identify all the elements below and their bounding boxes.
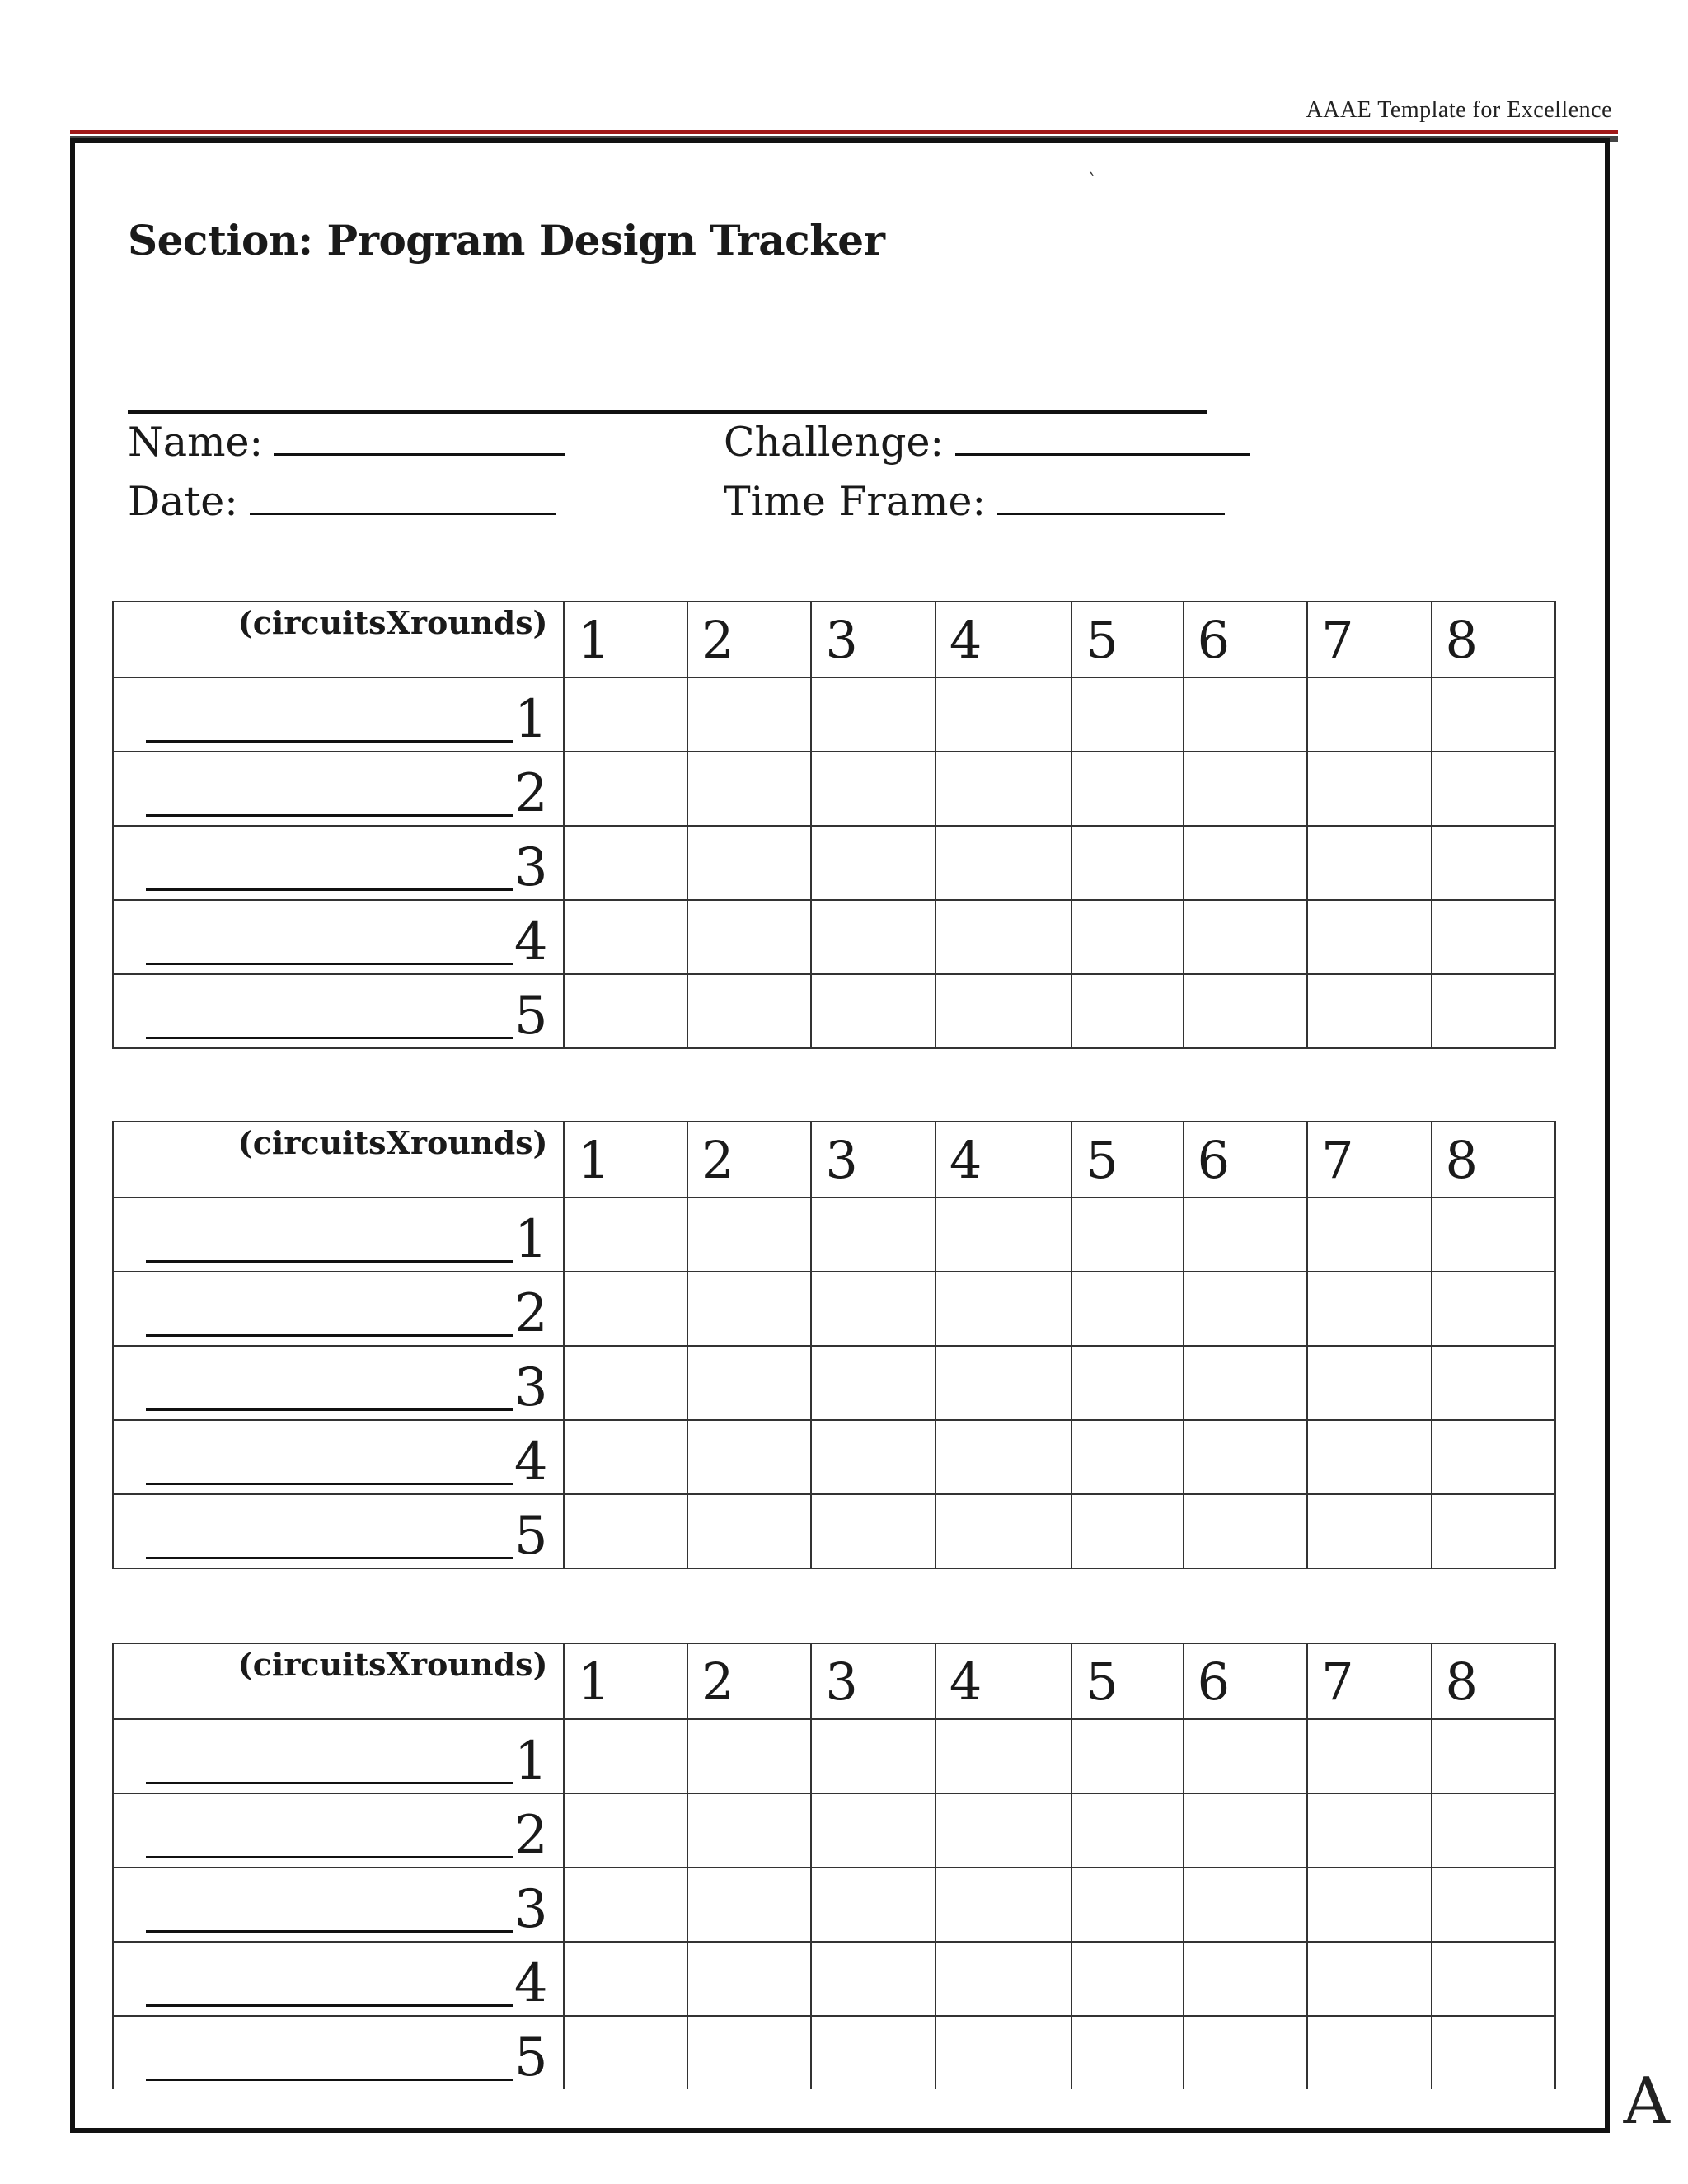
tracker-cell[interactable] <box>564 826 687 900</box>
tracker-cell[interactable] <box>1184 1272 1307 1346</box>
circuit-number: 3 <box>513 1357 548 1418</box>
tracker-cell[interactable] <box>1432 752 1556 826</box>
table-row <box>113 1346 1555 1420</box>
tracker-cell[interactable] <box>811 1346 935 1420</box>
table-header-row <box>113 1643 1555 1719</box>
tracker-cell[interactable] <box>1432 677 1556 752</box>
table-row <box>113 900 1555 974</box>
circuit-number: 3 <box>513 837 548 898</box>
exercise-blank[interactable] <box>146 1779 513 1784</box>
tracker-cell[interactable] <box>1184 1494 1307 1568</box>
table-header-row <box>113 602 1555 677</box>
tracker-cell[interactable] <box>564 1272 687 1346</box>
tracker-cell[interactable] <box>811 1942 935 2016</box>
tracker-cell[interactable] <box>811 1272 935 1346</box>
table-row <box>113 752 1555 826</box>
round-header: 3 <box>811 602 935 677</box>
tracker-cell[interactable] <box>1071 1793 1183 1868</box>
tracker-cell[interactable] <box>687 677 811 752</box>
tracker-cell[interactable] <box>1307 1420 1431 1494</box>
round-header: 4 <box>935 1643 1071 1719</box>
circuit-number: 5 <box>513 1506 548 1567</box>
tracker-cell[interactable] <box>1432 1346 1556 1420</box>
tracker-cell[interactable] <box>935 974 1071 1048</box>
tracker-cell[interactable] <box>687 826 811 900</box>
tracker-cell[interactable] <box>935 900 1071 974</box>
tracker-cell[interactable] <box>935 1494 1071 1568</box>
tracker-cell[interactable] <box>935 1719 1071 1793</box>
exercise-entry[interactable] <box>113 1868 564 1942</box>
round-header: 6 <box>1184 1643 1307 1719</box>
tracker-cell[interactable] <box>1071 1272 1183 1346</box>
tracker-cell[interactable] <box>935 2016 1071 2089</box>
round-header: 7 <box>1307 1122 1431 1197</box>
tracker-cell[interactable] <box>1184 1719 1307 1793</box>
tracker-cell[interactable] <box>1307 974 1431 1048</box>
table-row <box>113 826 1555 900</box>
name-field[interactable] <box>128 419 565 466</box>
page-title: Section: Program Design Tracker <box>128 216 885 265</box>
tracker-cell[interactable] <box>935 677 1071 752</box>
tracker-cell[interactable] <box>1432 1197 1556 1272</box>
tracker-cell[interactable] <box>1184 1197 1307 1272</box>
circuits-rounds-label: (circuitsXrounds) <box>113 602 564 677</box>
circuits-rounds-label: (circuitsXrounds) <box>113 1643 564 1719</box>
tracker-cell[interactable] <box>1307 2016 1431 2089</box>
exercise-entry[interactable] <box>113 752 564 826</box>
tracker-cell[interactable] <box>1184 1868 1307 1942</box>
round-header: 7 <box>1307 1643 1431 1719</box>
table-row <box>113 1420 1555 1494</box>
timeframe-label: Time Frame: <box>724 478 986 525</box>
tracker-cell[interactable] <box>564 1719 687 1793</box>
tracker-cell[interactable] <box>1071 752 1183 826</box>
tracker-cell[interactable] <box>1307 1272 1431 1346</box>
timeframe-field[interactable] <box>724 478 1225 525</box>
table-row <box>113 1868 1555 1942</box>
table-row <box>113 677 1555 752</box>
round-header: 4 <box>935 1122 1071 1197</box>
round-header: 5 <box>1071 602 1183 677</box>
round-header: 8 <box>1432 1122 1556 1197</box>
tracker-cell[interactable] <box>1432 1942 1556 2016</box>
tracker-cell[interactable] <box>1071 1420 1183 1494</box>
tracker-cell[interactable] <box>935 1868 1071 1942</box>
date-blank[interactable] <box>250 480 556 515</box>
round-header: 2 <box>687 602 811 677</box>
round-header: 1 <box>564 1122 687 1197</box>
exercise-blank[interactable] <box>146 885 513 891</box>
tracker-cell[interactable] <box>935 1197 1071 1272</box>
tracker-cell[interactable] <box>1432 1719 1556 1793</box>
tracker-cell[interactable] <box>811 1793 935 1868</box>
tracker-cell[interactable] <box>935 1942 1071 2016</box>
tracker-cell[interactable] <box>1432 1494 1556 1568</box>
tracker-cell[interactable] <box>687 1346 811 1420</box>
tracker-cell[interactable] <box>1184 1793 1307 1868</box>
tracker-cell[interactable] <box>811 826 935 900</box>
tracker-cell[interactable] <box>1307 1868 1431 1942</box>
name-blank[interactable] <box>274 420 565 456</box>
tracker-cell[interactable] <box>811 1868 935 1942</box>
tracker-cell[interactable] <box>1432 1420 1556 1494</box>
tracker-cell[interactable] <box>811 1197 935 1272</box>
round-header: 4 <box>935 602 1071 677</box>
tracker-cell[interactable] <box>1432 1793 1556 1868</box>
exercise-entry[interactable] <box>113 1420 564 1494</box>
exercise-entry[interactable] <box>113 1942 564 2016</box>
tracker-cell[interactable] <box>564 677 687 752</box>
circuits-rounds-label: (circuitsXrounds) <box>113 1122 564 1197</box>
round-header: 6 <box>1184 1122 1307 1197</box>
circuit-number: 2 <box>513 1805 548 1866</box>
tracker-cell[interactable] <box>1307 1719 1431 1793</box>
round-header: 2 <box>687 1122 811 1197</box>
tracker-cell[interactable] <box>1071 2016 1183 2089</box>
tracker-cell[interactable] <box>1307 1494 1431 1568</box>
round-header: 8 <box>1432 602 1556 677</box>
exercise-blank[interactable] <box>146 1331 513 1337</box>
exercise-blank[interactable] <box>146 1257 513 1263</box>
tracker-cell[interactable] <box>811 677 935 752</box>
exercise-entry[interactable] <box>113 1719 564 1793</box>
table-header-row <box>113 1122 1555 1197</box>
tracker-cell[interactable] <box>687 900 811 974</box>
tracker-cell[interactable] <box>687 1719 811 1793</box>
tracker-cell[interactable] <box>687 1420 811 1494</box>
circuit-number: 4 <box>513 1953 548 2014</box>
tracker-cell[interactable] <box>1071 1868 1183 1942</box>
round-header: 6 <box>1184 602 1307 677</box>
tracker-cell[interactable] <box>687 1868 811 1942</box>
circuit-number: 2 <box>513 1283 548 1344</box>
tracker-cell[interactable] <box>1184 974 1307 1048</box>
table-row <box>113 1942 1555 2016</box>
exercise-blank[interactable] <box>146 1853 513 1858</box>
tracker-cell[interactable] <box>935 1272 1071 1346</box>
round-header: 1 <box>564 1643 687 1719</box>
tracker-cell[interactable] <box>1432 2016 1556 2089</box>
round-header: 5 <box>1071 1643 1183 1719</box>
circuit-number: 3 <box>513 1879 548 1940</box>
table-row <box>113 974 1555 1048</box>
tracker-cell[interactable] <box>687 2016 811 2089</box>
header-rule-red <box>70 130 1618 134</box>
round-header: 3 <box>811 1643 935 1719</box>
round-header: 7 <box>1307 602 1431 677</box>
tracker-cell[interactable] <box>687 1494 811 1568</box>
exercise-entry[interactable] <box>113 1346 564 1420</box>
exercise-entry[interactable] <box>113 1494 564 1568</box>
tracker-cell[interactable] <box>1184 677 1307 752</box>
round-header: 3 <box>811 1122 935 1197</box>
tracker-cell[interactable] <box>564 900 687 974</box>
tracker-cell[interactable] <box>1071 900 1183 974</box>
tracker-cell[interactable] <box>935 1420 1071 1494</box>
tracker-table-3 <box>112 1643 1556 2089</box>
challenge-blank[interactable] <box>955 420 1250 456</box>
title-rule <box>128 410 1207 414</box>
tracker-cell[interactable] <box>1071 1346 1183 1420</box>
circuit-number: 5 <box>513 986 548 1047</box>
tracker-cell[interactable] <box>1432 826 1556 900</box>
tracker-cell[interactable] <box>1432 974 1556 1048</box>
tracker-cell[interactable] <box>811 1719 935 1793</box>
tracker-cell[interactable] <box>1071 1197 1183 1272</box>
tracker-cell[interactable] <box>687 1197 811 1272</box>
table-row <box>113 1272 1555 1346</box>
tracker-cell[interactable] <box>564 2016 687 2089</box>
challenge-field[interactable] <box>724 419 1250 466</box>
tracker-cell[interactable] <box>811 1420 935 1494</box>
name-label: Name: <box>128 419 264 466</box>
table-row <box>113 1494 1555 1568</box>
tracker-cell[interactable] <box>1071 677 1183 752</box>
tracker-cell[interactable] <box>1307 1942 1431 2016</box>
tracker-cell[interactable] <box>1184 1346 1307 1420</box>
exercise-blank[interactable] <box>146 2075 513 2081</box>
exercise-blank[interactable] <box>146 811 513 817</box>
exercise-blank[interactable] <box>146 1405 513 1411</box>
tracker-cell[interactable] <box>811 752 935 826</box>
tracker-cell[interactable] <box>1432 900 1556 974</box>
date-field[interactable] <box>128 478 556 525</box>
tracker-table-1 <box>112 601 1556 1049</box>
table-row <box>113 2016 1555 2089</box>
tracker-cell[interactable] <box>811 974 935 1048</box>
tracker-cell[interactable] <box>1071 974 1183 1048</box>
tracker-cell[interactable] <box>687 1793 811 1868</box>
tracker-cell[interactable] <box>1071 1942 1183 2016</box>
tracker-cell[interactable] <box>935 1793 1071 1868</box>
tracker-cell[interactable] <box>935 826 1071 900</box>
exercise-blank[interactable] <box>146 2001 513 2007</box>
round-header: 2 <box>687 1643 811 1719</box>
exercise-entry[interactable] <box>113 677 564 752</box>
header-text: AAAE Template for Excellence <box>1306 97 1612 123</box>
exercise-blank[interactable] <box>146 1033 513 1039</box>
tracker-cell[interactable] <box>1307 1346 1431 1420</box>
tracker-cell[interactable] <box>811 1494 935 1568</box>
table-row <box>113 1719 1555 1793</box>
exercise-entry[interactable] <box>113 974 564 1048</box>
tracker-cell[interactable] <box>687 1942 811 2016</box>
tracker-cell[interactable] <box>1184 826 1307 900</box>
circuit-number: 1 <box>513 1209 548 1270</box>
exercise-blank[interactable] <box>146 1479 513 1485</box>
exercise-entry[interactable] <box>113 826 564 900</box>
tracker-cell[interactable] <box>1307 826 1431 900</box>
stray-mark: ` <box>1088 171 1097 192</box>
tracker-cell[interactable] <box>1071 1719 1183 1793</box>
tracker-cell[interactable] <box>811 900 935 974</box>
circuit-number: 4 <box>513 912 548 972</box>
exercise-entry[interactable] <box>113 1793 564 1868</box>
circuit-number: 1 <box>513 1731 548 1792</box>
exercise-entry[interactable] <box>113 900 564 974</box>
tracker-cell[interactable] <box>564 1942 687 2016</box>
exercise-blank[interactable] <box>146 959 513 965</box>
circuit-number: 4 <box>513 1432 548 1493</box>
round-header: 1 <box>564 602 687 677</box>
tracker-cell[interactable] <box>687 1272 811 1346</box>
tracker-cell[interactable] <box>1432 1868 1556 1942</box>
tracker-cell[interactable] <box>1071 1494 1183 1568</box>
corner-letter: A <box>1623 2064 1670 2139</box>
round-header: 8 <box>1432 1643 1556 1719</box>
tracker-table-2 <box>112 1121 1556 1569</box>
tracker-cell[interactable] <box>811 2016 935 2089</box>
tracker-cell[interactable] <box>1307 900 1431 974</box>
tracker-cell[interactable] <box>1184 2016 1307 2089</box>
exercise-entry[interactable] <box>113 1272 564 1346</box>
exercise-entry[interactable] <box>113 1197 564 1272</box>
tracker-cell[interactable] <box>1071 826 1183 900</box>
tracker-cell[interactable] <box>564 752 687 826</box>
tracker-cell[interactable] <box>564 974 687 1048</box>
timeframe-blank[interactable] <box>997 480 1225 515</box>
circuit-number: 1 <box>513 689 548 750</box>
exercise-blank[interactable] <box>146 737 513 743</box>
tracker-cell[interactable] <box>1184 752 1307 826</box>
date-label: Date: <box>128 478 238 525</box>
exercise-entry[interactable] <box>113 2016 564 2089</box>
round-header: 5 <box>1071 1122 1183 1197</box>
tracker-cell[interactable] <box>1307 1793 1431 1868</box>
circuit-number: 5 <box>513 2027 548 2088</box>
tracker-cell[interactable] <box>564 1793 687 1868</box>
table-row <box>113 1793 1555 1868</box>
tracker-cell[interactable] <box>564 1494 687 1568</box>
challenge-label: Challenge: <box>724 419 945 466</box>
tracker-cell[interactable] <box>1184 1942 1307 2016</box>
exercise-blank[interactable] <box>146 1927 513 1933</box>
tracker-cell[interactable] <box>1307 1197 1431 1272</box>
tracker-cell[interactable] <box>1432 1272 1556 1346</box>
tracker-cell[interactable] <box>1307 752 1431 826</box>
tracker-cell[interactable] <box>1184 1420 1307 1494</box>
tracker-cell[interactable] <box>687 974 811 1048</box>
tracker-cell[interactable] <box>564 1868 687 1942</box>
tracker-cell[interactable] <box>564 1197 687 1272</box>
tracker-cell[interactable] <box>935 1346 1071 1420</box>
tracker-cell[interactable] <box>564 1346 687 1420</box>
exercise-blank[interactable] <box>146 1554 513 1559</box>
circuit-number: 2 <box>513 763 548 824</box>
tracker-cell[interactable] <box>1184 900 1307 974</box>
table-row <box>113 1197 1555 1272</box>
tracker-cell[interactable] <box>935 752 1071 826</box>
tracker-cell[interactable] <box>1307 677 1431 752</box>
tracker-cell[interactable] <box>687 752 811 826</box>
tracker-cell[interactable] <box>564 1420 687 1494</box>
